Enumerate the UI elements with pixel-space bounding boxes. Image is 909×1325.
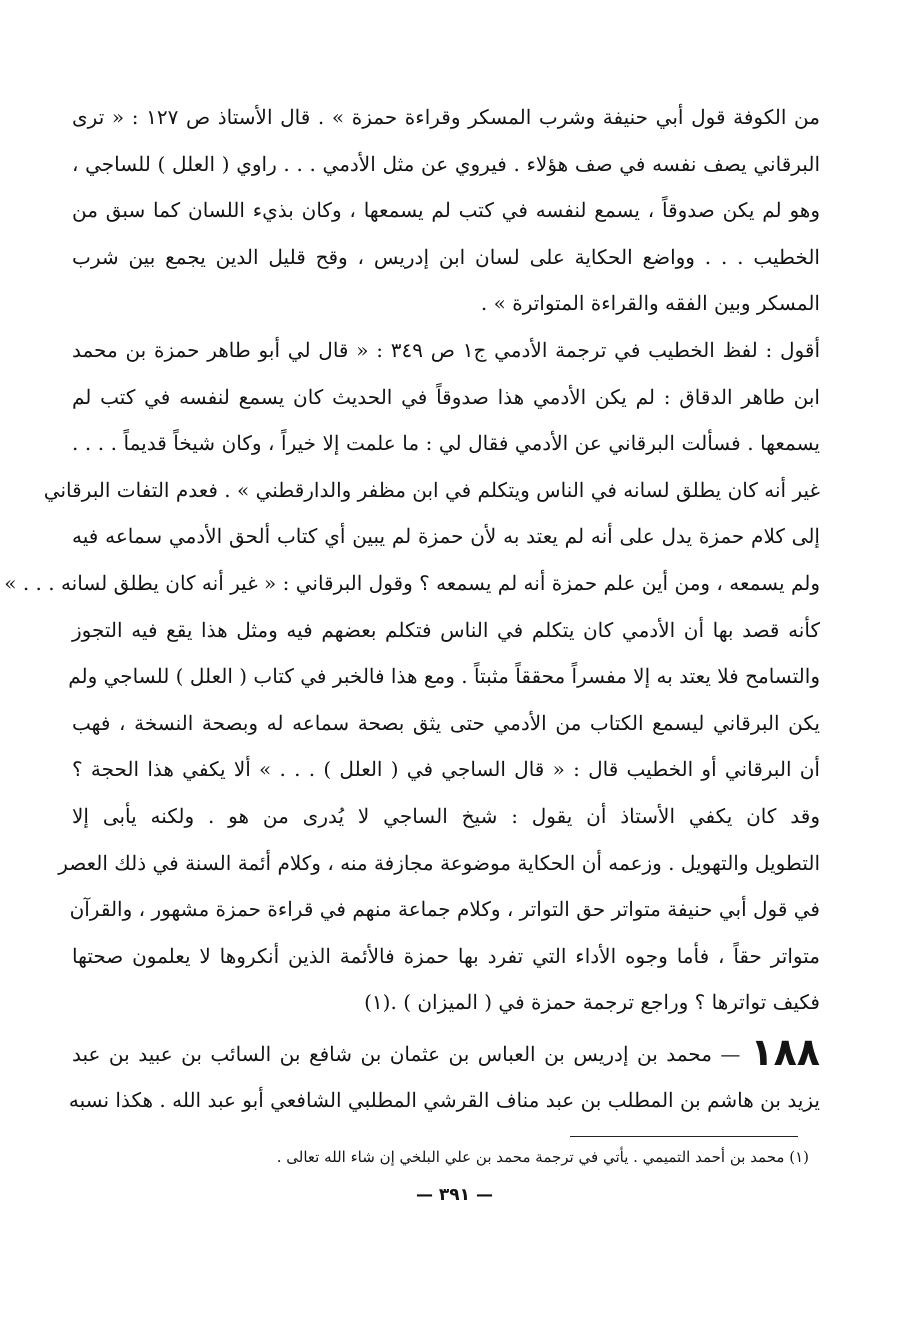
entry-continuation-line: يزيد بن هاشم بن المطلب بن عبد مناف القرشي المطلبي الشافعي أبو عبد الله . هكذا نسبه bbox=[68, 1088, 820, 1112]
entry-heading-line bbox=[72, 1028, 820, 1076]
paragraph-quote bbox=[72, 94, 820, 327]
text-line: وهو لم يكن صدوقاً ، يسمع لنفسه في كتب لم يسمعها ، وكان بذيء اللسان كما سبق من bbox=[72, 198, 820, 223]
text-line: ولم يسمعه ، ومن أين علم حمزة أنه لم يسمعه ؟ وقول البرقاني : « غير أنه كان يطلق لسانه . . . » bbox=[4, 570, 820, 595]
text-line: أن البرقاني أو الخطيب قال : « قال الساجي في ( العلل ) . . . » ألا يكفي هذا الحجة ؟ bbox=[72, 757, 820, 782]
text-line: أقول : لفظ الخطيب في ترجمة الأدمي ج١ ص ٣٤٩ : « قال لي أبو طاهر حمزة بن محمد bbox=[72, 338, 821, 362]
paragraph-response bbox=[4, 327, 821, 1026]
text-line: التطويل والتهويل . وزعمه أن الحكاية موضوعة مجازفة منه ، وكلام أئمة السنة في ذلك العصر bbox=[58, 850, 820, 875]
footnote-divider bbox=[570, 1136, 798, 1137]
text-line: كأنه قصد بها أن الأدمي كان يتكلم في الناس فتكلم بعضهم فيه ومثل هذا يقع فيه التجوز bbox=[72, 617, 820, 642]
entry-name-text: — محمد بن إدريس بن العباس بن عثمان بن شافع بن السائب بن عبيد بن عبد bbox=[72, 1042, 741, 1066]
entry-number: ١٨٨ bbox=[750, 1030, 820, 1074]
text-line: والتسامح فلا يعتد به إلا مفسراً محققاً مثبتاً . ومع هذا فالخبر في كتاب ( العلل ) للساجي ولم bbox=[68, 664, 820, 689]
text-line: الخطيب . . . وواضع الحكاية على لسان ابن إدريس ، وقح قليل الدين يجمع بين شرب bbox=[72, 244, 820, 269]
text-line: إلى كلام حمزة يدل على أنه لم يعتد به لأن حمزة لم يبين أي كتاب ألحق الأدمي سماعه فيه bbox=[72, 524, 820, 549]
text-line: المسكر وبين الفقه والقراءة المتواترة » . bbox=[480, 291, 820, 316]
text-line: البرقاني يصف نفسه في صف هؤلاء . فيروي عن مثل الأدمي . . . راوي ( العلل ) للساجي ، bbox=[72, 151, 820, 176]
text-line: من الكوفة قول أبي حنيفة وشرب المسكر وقراءة حمزة » . قال الأستاذ ص ١٢٧ : « ترى bbox=[72, 105, 820, 129]
biography-entry bbox=[68, 1028, 820, 1124]
text-line: في قول أبي حنيفة متواتر حق التواتر ، وكلام جماعة منهم في قراءة حمزة مشهور ، والقرآن bbox=[69, 897, 820, 922]
text-line: ابن طاهر الدقاق : لم يكن الأدمي هذا صدوقاً في الحديث كان يسمع لنفسه في كتب لم bbox=[72, 384, 820, 409]
text-line: يكن البرقاني ليسمع الكتاب من الأدمي حتى يثق بصحة سماعه له وبصحة النسخة ، فهب bbox=[72, 710, 820, 735]
page-number: — ٣٩١ — bbox=[416, 1185, 493, 1205]
footnote: (١) محمد بن أحمد التميمي . يأتي في ترجمة محمد بن علي البلخي إن شاء الله تعالى . bbox=[276, 1148, 809, 1166]
text-line: متواتر حقاً ، فأما وجوه الأداء التي تفرد بها حمزة فالأئمة الذين أنكروها لا يعلمون صحتها bbox=[72, 943, 820, 968]
text-line: يسمعها . فسألت البرقاني عن الأدمي فقال لي : ما علمت إلا خيراً ، وكان شيخاً قديماً . . . . bbox=[72, 431, 820, 456]
text-line: وقد كان يكفي الأستاذ أن يقول : شيخ الساجي لا يُدرى من هو . ولكنه يأبى إلا bbox=[72, 803, 820, 828]
text-line: غير أنه كان يطلق لسانه في الناس ويتكلم في ابن مظفر والدارقطني » . فعدم التفات البرقاني bbox=[43, 477, 820, 502]
text-line: فكيف تواترها ؟ وراجع ترجمة حمزة في ( الميزان ) .(١) bbox=[364, 990, 820, 1015]
